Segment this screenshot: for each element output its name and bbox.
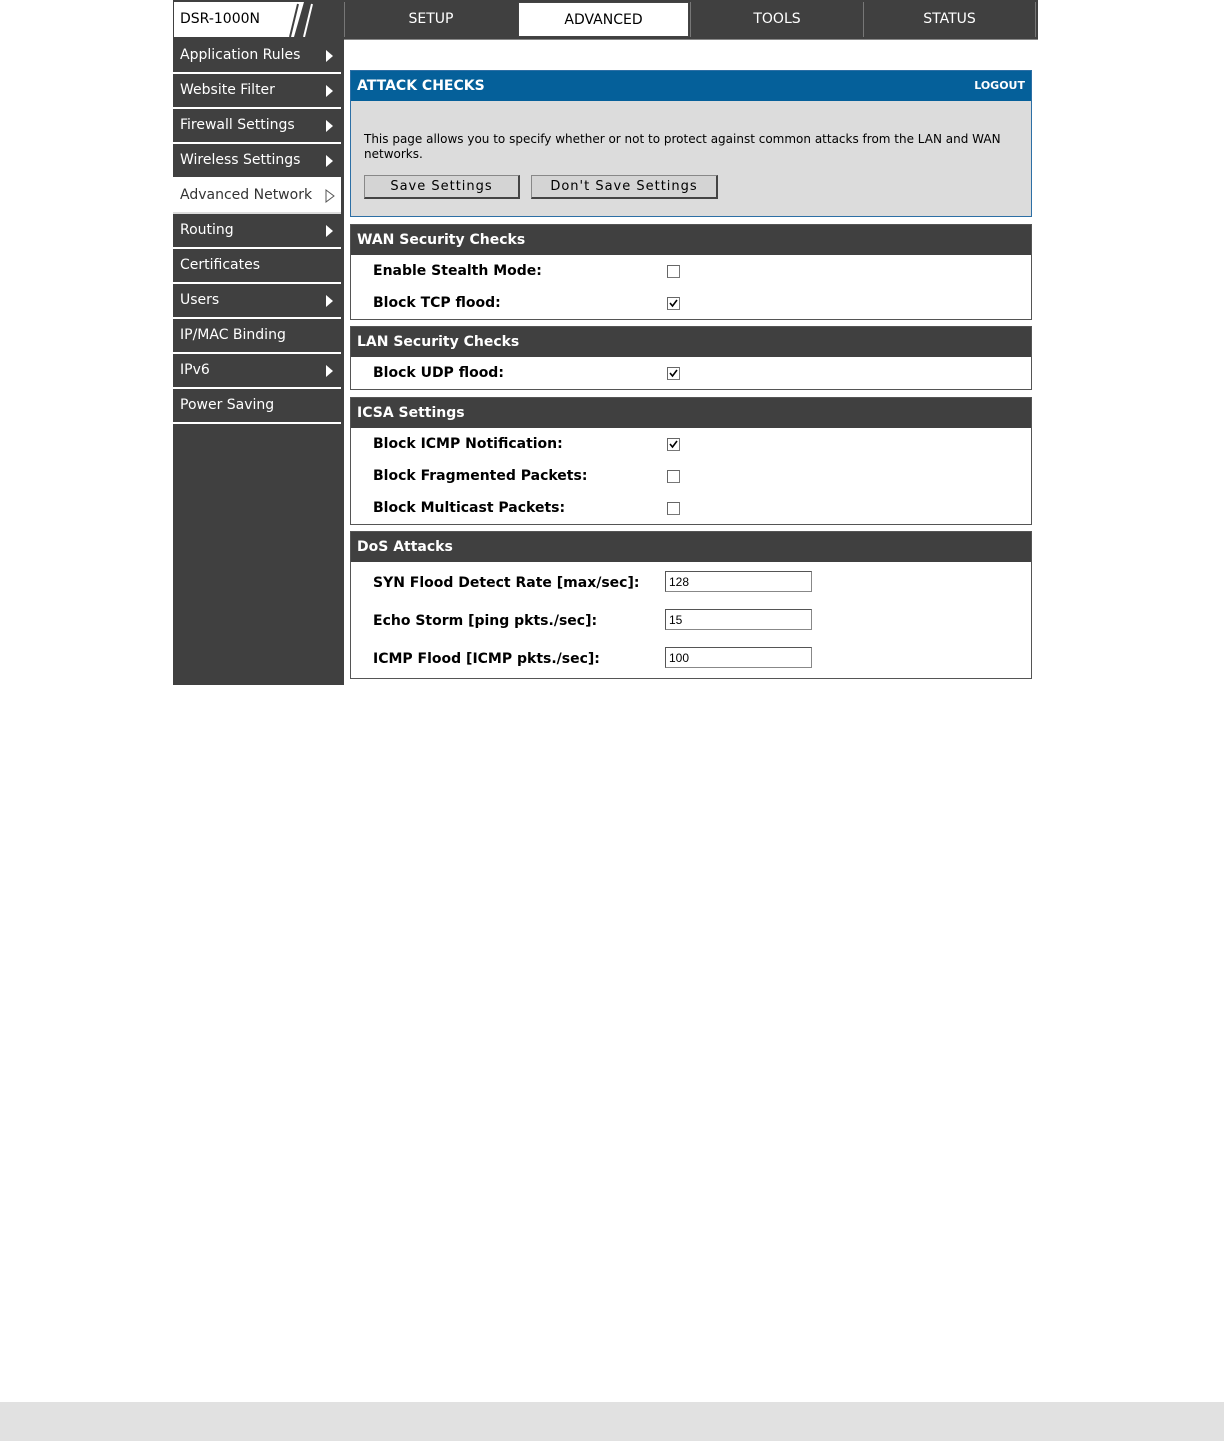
- sidebar-item-certificates[interactable]: [173, 249, 341, 284]
- stealth-mode-label: Enable Stealth Mode:: [373, 263, 542, 279]
- icmp-flood-label: ICMP Flood [ICMP pkts./sec]:: [373, 651, 600, 667]
- sidebar-item-ip-mac-binding[interactable]: [173, 319, 341, 354]
- sidebar-item-label: Users: [180, 292, 220, 308]
- stealth-mode-checkbox[interactable]: [667, 265, 680, 278]
- chevron-right-icon: [326, 295, 333, 307]
- logo-area: [173, 0, 344, 39]
- section-title: ICSA Settings: [351, 398, 1031, 428]
- section-title: WAN Security Checks: [351, 225, 1031, 255]
- chevron-right-icon: [326, 225, 333, 237]
- udp-flood-label: Block UDP flood:: [373, 365, 504, 381]
- section-title: DoS Attacks: [351, 532, 1031, 562]
- fragmented-packets-label: Block Fragmented Packets:: [373, 468, 588, 484]
- chevron-right-icon: [326, 155, 333, 167]
- tab-status[interactable]: STATUS: [863, 2, 1036, 37]
- echo-storm-label: Echo Storm [ping pkts./sec]:: [373, 613, 598, 629]
- icmp-flood-input[interactable]: [665, 647, 812, 668]
- sidebar-item-label: Certificates: [180, 257, 261, 273]
- form-row: [351, 357, 1031, 389]
- multicast-packets-checkbox[interactable]: [667, 502, 680, 515]
- tab-tools[interactable]: TOOLS: [690, 2, 863, 37]
- echo-storm-input[interactable]: [665, 609, 812, 630]
- sidebar-item-label: Power Saving: [180, 397, 275, 413]
- sidebar-item-ipv6[interactable]: [173, 354, 341, 389]
- sidebar-item-firewall-settings[interactable]: [173, 109, 341, 144]
- page-footer-band: [0, 1402, 1224, 1441]
- sidebar-item-label: Application Rules: [180, 47, 301, 63]
- sidebar-item-application-rules[interactable]: [173, 39, 341, 74]
- dos-attacks-section: [350, 531, 1032, 679]
- sidebar-item-label: Website Filter: [180, 82, 275, 98]
- chevron-right-outline-icon: [325, 189, 335, 203]
- top-navigation: [173, 0, 1038, 40]
- tab-advanced[interactable]: ADVANCED: [518, 2, 689, 37]
- section-title: LAN Security Checks: [351, 327, 1031, 357]
- page-description: This page allows you to specify whether or not to protect against common attacks from the LAN and WAN networks.: [364, 132, 1001, 161]
- sidebar-item-wireless-settings[interactable]: [173, 144, 341, 179]
- sidebar-item-users[interactable]: [173, 284, 341, 319]
- lan-security-checks-section: [350, 326, 1032, 390]
- sidebar-item-label: Firewall Settings: [180, 117, 295, 133]
- sidebar-item-advanced-network[interactable]: [173, 179, 341, 214]
- chevron-right-icon: [326, 50, 333, 62]
- chevron-right-icon: [326, 85, 333, 97]
- save-settings-button[interactable]: Save Settings: [364, 175, 520, 199]
- sidebar-item-label: Routing: [180, 222, 234, 238]
- udp-flood-checkbox[interactable]: [667, 367, 680, 380]
- attack-checks-panel: [350, 70, 1032, 217]
- syn-flood-label: SYN Flood Detect Rate [max/sec]:: [373, 575, 640, 591]
- page-title: ATTACK CHECKS: [357, 78, 485, 94]
- sidebar-item-label: Wireless Settings: [180, 152, 301, 168]
- tcp-flood-checkbox[interactable]: [667, 297, 680, 310]
- form-row: [351, 428, 1031, 460]
- form-row: [351, 640, 1031, 678]
- sidebar-item-label: IP/MAC Binding: [180, 327, 286, 343]
- form-row: [351, 460, 1031, 492]
- icsa-settings-section: [350, 397, 1032, 525]
- fragmented-packets-checkbox[interactable]: [667, 470, 680, 483]
- form-row: [351, 255, 1031, 287]
- syn-flood-rate-input[interactable]: [665, 571, 812, 592]
- wan-security-checks-section: [350, 224, 1032, 320]
- icmp-notification-label: Block ICMP Notification:: [373, 436, 563, 452]
- logout-link[interactable]: LOGOUT: [974, 79, 1025, 92]
- logo-slashes-icon: [276, 2, 316, 37]
- dont-save-settings-button[interactable]: Don't Save Settings: [531, 175, 718, 199]
- form-row: [351, 602, 1031, 640]
- multicast-packets-label: Block Multicast Packets:: [373, 500, 566, 516]
- model-name: DSR-1000N: [174, 2, 278, 37]
- form-row: [351, 492, 1031, 524]
- form-row: [351, 564, 1031, 602]
- sidebar-item-website-filter[interactable]: [173, 74, 341, 109]
- icmp-notification-checkbox[interactable]: [667, 438, 680, 451]
- sidebar-item-power-saving[interactable]: [173, 389, 341, 424]
- tab-setup[interactable]: SETUP: [344, 2, 517, 37]
- panel-header: [351, 71, 1031, 101]
- sidebar-item-label: IPv6: [180, 362, 210, 378]
- sidebar-item-routing[interactable]: [173, 214, 341, 249]
- tcp-flood-label: Block TCP flood:: [373, 295, 501, 311]
- sidebar: [173, 39, 344, 685]
- form-row: [351, 287, 1031, 319]
- sidebar-item-label: Advanced Network: [180, 187, 313, 203]
- chevron-right-icon: [326, 120, 333, 132]
- chevron-right-icon: [326, 365, 333, 377]
